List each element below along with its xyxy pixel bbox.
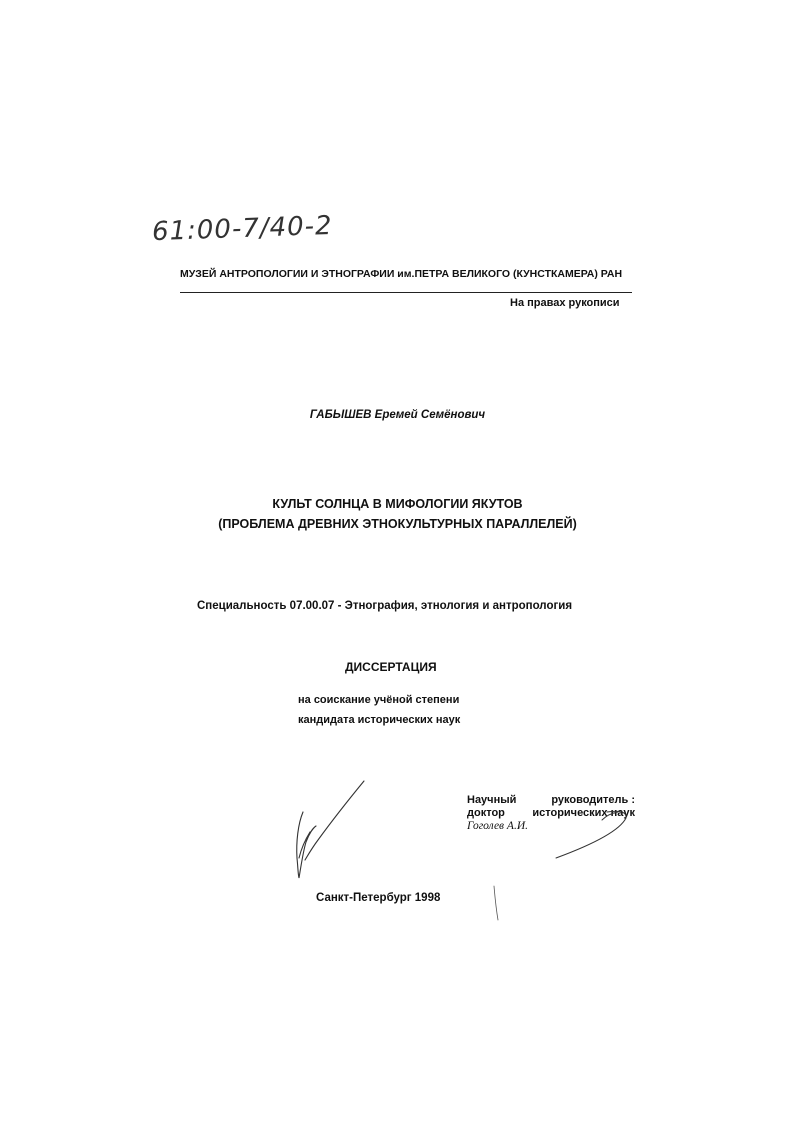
- institution-name: МУЗЕЙ АНТРОПОЛОГИИ И ЭТНОГРАФИИ им.ПЕТРА ВЕЛИКОГО (КУНСТКАМЕРА) РАН: [180, 268, 623, 280]
- supervisor-title-word-1: доктор: [467, 807, 505, 819]
- author-signature-loop: [297, 812, 316, 878]
- degree-statement: [298, 690, 460, 730]
- supervisor-label: [467, 794, 635, 806]
- handwritten-archive-code: 61:00-7/40-2: [151, 210, 334, 248]
- supervisor-label-word-2: руководитель :: [551, 794, 635, 806]
- manuscript-rights-note: На правах рукописи: [510, 297, 620, 309]
- author-signature: [297, 781, 364, 878]
- supervisor-name: Гоголев А.И.: [467, 820, 528, 832]
- city-and-year: Санкт-Петербург 1998: [316, 892, 441, 904]
- author-name: ГАБЫШЕВ Еремей Семёнович: [309, 409, 486, 421]
- supervisor-academic-title: [467, 807, 635, 819]
- dissertation-title: [0, 494, 795, 534]
- header-divider: [180, 292, 632, 293]
- degree-line-1: на соискание учёной степени: [298, 694, 460, 706]
- specialty-line: Специальность 07.00.07 - Этнография, этнология и антропология: [197, 600, 573, 612]
- degree-line-2: кандидата исторических наук: [298, 714, 461, 726]
- pencil-mark: [494, 886, 498, 920]
- title-line-2: (ПРОБЛЕМА ДРЕВНИХ ЭТНОКУЛЬТУРНЫХ ПАРАЛЛЕЛЕЙ): [218, 517, 577, 531]
- supervisor-label-word-1: Научный: [467, 794, 517, 806]
- title-line-1: КУЛЬТ СОЛНЦА В МИФОЛОГИИ ЯКУТОВ: [272, 497, 523, 511]
- supervisor-title-word-2: исторических наук: [532, 807, 635, 819]
- document-type: ДИССЕРТАЦИЯ: [345, 660, 437, 674]
- author-signature-long-stroke: [305, 781, 364, 860]
- supervisor-block: [467, 794, 635, 832]
- author-signature-tail: [299, 832, 310, 858]
